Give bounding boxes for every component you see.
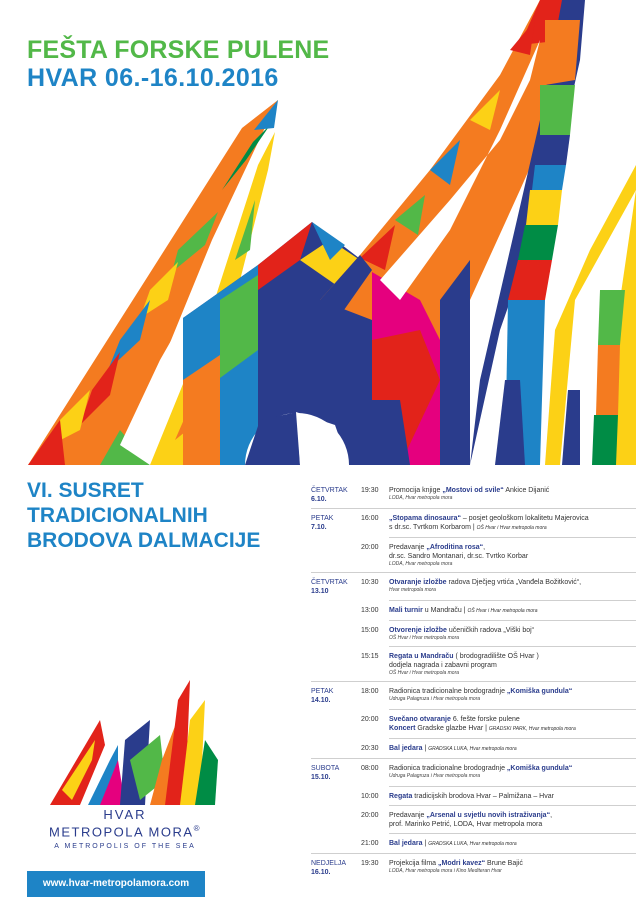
house-shape [183,222,372,465]
day-date: 6.10. [311,496,327,503]
day-date: 13.10 [311,588,329,595]
event-organizer: OŠ Hvar i Hvar metropola mora [389,670,460,676]
event-text: u Mandraču | [422,607,468,614]
row-divider [311,508,636,509]
event-description [389,578,636,594]
event-highlight: Otvaranje izložbe [389,579,447,586]
schedule-day [311,859,361,877]
event-highlight: Regata u Mandraču [389,653,454,660]
event-text: OŠ Hvar i Hvar metropola mora [467,608,538,614]
event-line [389,552,636,561]
event-text: Ankice Dijanić [503,487,550,494]
event-time: 13:00 [361,607,379,614]
event-text: , [483,544,486,551]
event-text: dr.sc. Sandro Montanari, dr.sc. Tvrtko Korbar [389,553,529,560]
logo-tagline: A METROPOLIS OF THE SEA [54,843,196,850]
registered-mark: ® [193,824,201,833]
event-line [389,578,636,587]
row-divider [389,620,636,621]
schedule-row [311,626,636,642]
event-text: | [422,745,429,752]
event-description [389,764,636,780]
row-divider [389,738,636,739]
event-description [389,859,636,875]
event-time: 20:30 [361,745,379,752]
event-description [389,811,636,829]
event-time: 10:30 [361,579,379,586]
schedule-row [311,715,636,734]
event-time: 15:15 [361,653,379,660]
event-line [389,687,636,696]
day-date: 15.10. [311,774,331,781]
day-name: PETAK [311,515,334,522]
schedule-day [311,578,361,596]
event-organizer: Udruga Palagruza i Hvar metropola mora [389,696,481,702]
event-time: 21:00 [361,840,379,847]
event-line [389,514,636,523]
event-text: s dr.sc. Tvrtkom Korbarom | [389,524,477,531]
event-text: Radionica tradicionalne brodogradnje [389,688,507,695]
schedule-row [311,543,636,568]
event-line [389,486,636,495]
event-organizer: OŠ Hvar i Hvar metropola mora [389,635,460,641]
event-time: 10:00 [361,793,379,800]
event-highlight: „Stopama dinosaura“ [389,515,461,522]
event-line [389,820,636,829]
event-text: Promocija knjige [389,487,443,494]
event-highlight: Bal jedara [389,840,423,847]
event-time: 19:30 [361,487,379,494]
event-highlight: „Arsenal u svjetlu novih istraživanja“ [426,812,551,819]
event-line [389,839,636,849]
event-highlight: Bal jedara [389,745,423,752]
event-organizer: LODA, Hvar metropola mora [389,495,453,501]
event-line [389,811,636,820]
event-text: radova Dječjeg vrtića „Vanđela Božitković“, [446,579,582,586]
event-text: GRADSKA LUKA, Hvar metropola mora [428,746,517,752]
event-time: 19:30 [361,860,379,867]
poster-title-line2: HVAR 06.-16.10.2016 [27,64,279,92]
event-schedule [311,486,636,877]
event-line [389,764,636,773]
event-description [389,514,636,533]
event-description [389,652,636,677]
event-line [389,744,636,754]
event-highlight: Koncert [389,725,416,732]
logo-line1: HVAR [103,807,147,822]
schedule-row [311,792,636,801]
day-date: 14.10. [311,697,331,704]
event-highlight: „Afroditina rosa“ [426,544,484,551]
day-name: SUBOTA [311,765,340,772]
event-description [389,543,636,568]
day-name: PETAK [311,688,334,695]
row-divider [389,833,636,834]
schedule-day [311,486,361,504]
event-time: 20:00 [361,544,379,551]
event-line [389,792,636,801]
subtitle-line: BRODOVA DALMACIJE [27,529,261,552]
schedule-row [311,811,636,829]
event-highlight: „Modri kavez“ [438,860,486,867]
event-highlight: „Komiška gundula“ [506,765,573,772]
event-text: Predavanje [389,544,427,551]
event-text: 6. fešte forske pulene [450,716,520,723]
event-time: 20:00 [361,812,379,819]
event-time: 15:00 [361,627,379,634]
event-description [389,792,636,801]
day-date: 16.10. [311,869,331,876]
schedule-day [311,687,361,705]
event-line [389,661,636,670]
event-line [389,652,636,661]
event-text: GRADSKA LUKA, Hvar metropola mora [428,841,517,847]
row-divider [389,709,636,710]
event-organizer: Hvar metropola mora [389,587,436,593]
event-organizer: LODA, Hvar metropola mora [389,561,453,567]
schedule-row [311,687,636,705]
schedule-day [311,514,361,532]
schedule-row [311,764,636,782]
event-text: dodjela nagrada i zabavni program [389,662,497,669]
event-text: – posjet geološkom lokalitetu Majerovica [460,515,589,522]
subtitle-line: VI. SUSRET [27,479,144,502]
schedule-day [311,764,361,782]
event-text: Gradske glazbe Hvar | [415,725,489,732]
event-text: tradicijskih brodova Hvar – Palmižana – Hvar [412,793,554,800]
event-description [389,715,636,734]
schedule-row [311,578,636,596]
event-line [389,626,636,635]
event-highlight: Svečano otvaranje [389,716,451,723]
schedule-row [311,839,636,849]
event-highlight: Regata [389,793,413,800]
day-name: ČETVRTAK [311,487,348,494]
subtitle-line: TRADICIONALNIH [27,504,208,527]
event-text: Brune Bajić [485,860,523,867]
schedule-row [311,744,636,754]
event-text: | [422,840,429,847]
day-name: ČETVRTAK [311,579,348,586]
event-description [389,687,636,703]
row-divider [389,646,636,647]
row-divider [389,600,636,601]
event-highlight: „Komiška gundula“ [506,688,573,695]
day-date: 7.10. [311,524,327,531]
logo-name: METROPOLA MORA [49,824,194,840]
event-line [389,724,636,734]
event-line [389,606,636,616]
event-organizer: LODA, Hvar metropola mora i Kino Mediteran Hvar [389,868,502,874]
event-highlight: Otvorenje izložbe [389,627,447,634]
event-highlight: „Mostovi od svile“ [442,487,504,494]
event-description [389,606,636,616]
poster-title-line1: FEŠTA FORSKE PULENE [27,36,330,64]
event-text: Predavanje [389,812,427,819]
row-divider [311,681,636,682]
schedule-row [311,859,636,877]
row-divider [389,786,636,787]
event-text: prof. Marinko Petrić, LODA, Hvar metropola mora [389,821,543,828]
event-text: , [550,812,553,819]
poster-subtitle [27,478,260,553]
day-name: NEDJELJA [311,860,347,867]
logo-mark [50,680,218,805]
event-description [389,839,636,849]
event-text: ( brodogradilište OŠ Hvar ) [453,653,539,660]
event-text: OŠ Hvar i Hvar metropola mora [476,525,547,531]
event-organizer: Udruga Palagruza i Hvar metropola mora [389,773,481,779]
row-divider [389,805,636,806]
event-line [389,859,636,868]
schedule-row [311,652,636,677]
event-line [389,715,636,724]
event-time: 20:00 [361,716,379,723]
event-line [389,543,636,552]
event-time: 18:00 [361,688,379,695]
event-description [389,744,636,754]
schedule-row [311,514,636,533]
event-text: GRADSKI PARK, Hvar metropola mora [488,726,576,732]
event-text: učeničkih radova „Viški boj“ [446,627,534,634]
event-line [389,523,636,533]
schedule-row [311,486,636,504]
event-text: Radionica tradicionalne brodogradnje [389,765,507,772]
logo-line2 [20,824,230,839]
row-divider [311,853,636,854]
row-divider [311,572,636,573]
event-description [389,486,636,502]
event-description [389,626,636,642]
event-time: 08:00 [361,765,379,772]
schedule-row [311,606,636,616]
event-text: Projekcija filma [389,860,439,867]
website-link[interactable]: www.hvar-metropolamora.com [27,871,205,897]
event-highlight: Mali turnir [389,607,423,614]
row-divider [311,758,636,759]
row-divider [389,537,636,538]
event-time: 16:00 [361,515,379,522]
